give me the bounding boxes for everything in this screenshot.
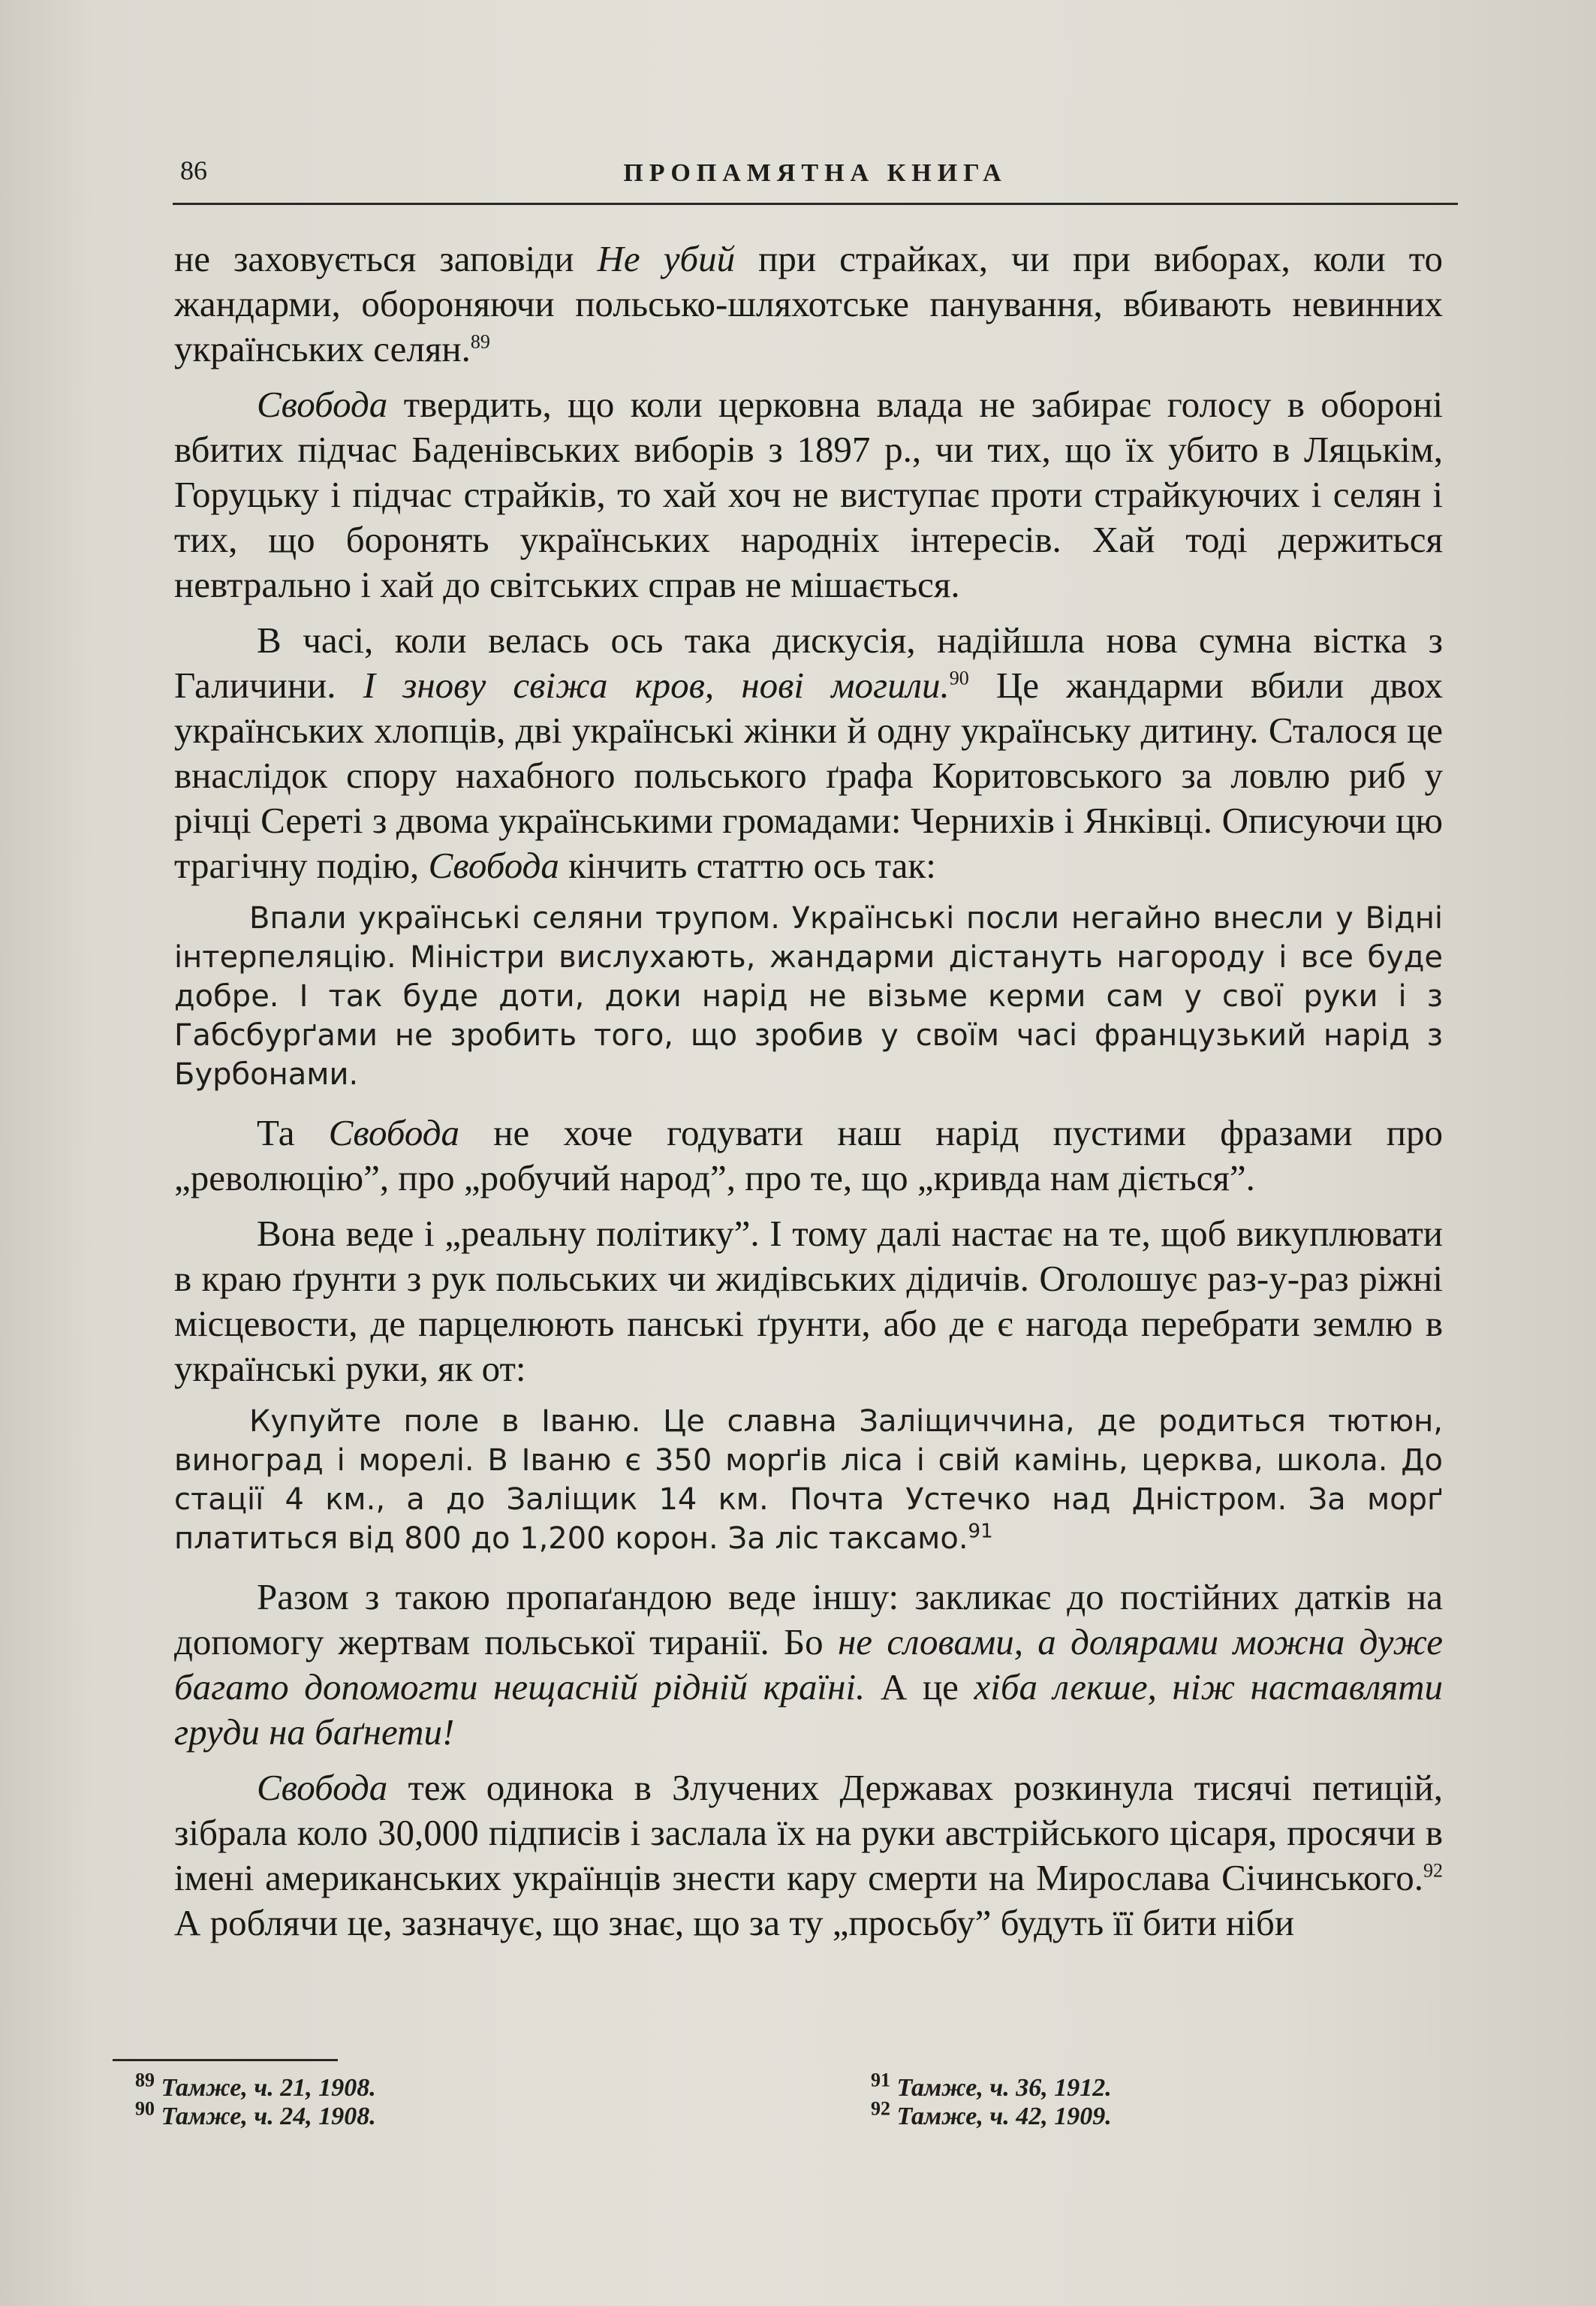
paragraph-7: Свобода теж одинока в Злучених Державах розкинула тисячі петицій, зібрала коло 30,000 підписів і заслала їх на руки австрійського цісаря, просячи в імені американських українців знести кару смерти на Мирослава Січинського.$^{92}$ А роблячи це, зазначує, що знає, що за ту „просьбу” будуть її бити ніби — [174, 1767, 1443, 1943]
footnote-91: $^{91}$ Тамже, ч. 36, 1912. — [871, 2069, 1112, 2102]
footnote-89: $^{89}$ Тамже, ч. 21, 1908. — [135, 2069, 376, 2102]
paragraph-1: не заховується заповіди Не убий при страйках, чи при виборах, коли то жандарми, обороняючи польсько-шляхотське панування, вбивають невинних українських селян.$^{89}$ — [174, 238, 1443, 369]
emphasis: не словами, а долярами можна дуже багато допомогти нещасній рідній країні. — [174, 1621, 1444, 1708]
footnote-ref: 92 — [1423, 1859, 1443, 1882]
running-title: ПРОПАМЯТНА КНИГА — [623, 159, 1007, 187]
emphasis: Свобода — [428, 845, 559, 886]
main-text — [174, 237, 1443, 1956]
emphasis: Свобода — [328, 1112, 460, 1153]
footnote-ref: 89 — [470, 330, 490, 353]
emphasis: І знову свіжа кров, нові могили. — [363, 665, 950, 706]
paragraph-3: В часі, коли велась ось така дискусія, надійшла нова сумна вістка з Галичини. І знову свіжа кров, нові могили.$^{90}$ Це жандарми вбили двох українських хлопців, дві українські жінки й одну українську дитину. Сталося це внаслідок спору нахабного польського ґрафа Коритовського за ловлю риб у річці Сереті з двома українськими громадами: Чернихів і Янківці. Описуючи цю трагічну подію, Свобода кінчить статтю ось так: — [174, 619, 1443, 886]
paragraph-5: Вона веде і „реальну політику”. І тому далі настає на те, щоб викуплювати в краю ґрунти з рук польських чи жидівських дідичів. Оголошує раз-у-раз ріжні місцевости, де парцелюють панські ґрунти, або де є нагода перебрати землю в українські руки, як от: — [174, 1213, 1443, 1389]
block-quote-2: Купуйте поле в Іваню. Це славна Заліщиччина, де родиться тютюн, виноград і морелі. В Іваню є 350 морґів ліса і свій камінь, церква, школа. До стації 4 км., а до Заліщик 14 км. Почта Устечко над Дністром. За морґ платиться від 800 до 1,200 корон. За ліс таксамо.$^{91}$ — [174, 1404, 1443, 1556]
footnote-divider — [113, 2059, 338, 2061]
paragraph-2: Свобода твердить, що коли церковна влада не забирає голосу в обороні вбитих підчас Баденівських виборів з 1897 р., чи тих, що їх убито в Ляцькім, Горуцьку і підчас страйків, то хай хоч не виступає проти страйкуючих і селян і тих, що боронять українських народніх інтересів. Хай тоді держиться невтрально і хай до світських справ не мішається. — [174, 384, 1443, 605]
paragraph-4: Та Свобода не хоче годувати наш нарід пустими фразами про „революцію”, про „робучий народ”, про те, що „кривда нам діється”. — [174, 1112, 1444, 1198]
emphasis: Свобода — [257, 384, 388, 425]
footnotes-left — [135, 2069, 661, 2131]
footnotes-right — [871, 2069, 1396, 2131]
page-number: 86 — [180, 155, 207, 185]
page-header — [173, 150, 1458, 205]
footnote-92: $^{92}$ Тамже, ч. 42, 1909. — [871, 2097, 1112, 2130]
emphasis: Свобода — [257, 1767, 388, 1808]
footnote-ref: 91 — [968, 1520, 993, 1543]
emphasis: хіба лекше, ніж наставляти груди на баґнети! — [174, 1666, 1444, 1753]
block-quote-1: Впали українські селяни трупом. Українські посли негайно внесли у Відні інтерпеляцію. Міністри вислухають, жандарми дістануть нагороду і все буде добре. І так буде доти, доки нарід не візьме керми сам у свої руки і з Габсбурґами не зробить того, що зробив у своїм часі французький нарід з Бурбонами. — [174, 901, 1443, 1092]
paragraph-6: Разом з такою пропаґандою веде іншу: закликає до постійних датків на допомогу жертвам польської тиранії. Бо не словами, а долярами можна дуже багато допомогти нещасній рідній країні. А це хіба лекше, ніж наставляти груди на баґнети! — [174, 1576, 1444, 1753]
emphasis: Не убий — [597, 238, 736, 279]
footnote-ref: 90 — [949, 667, 969, 689]
footnote-90: $^{90}$ Тамже, ч. 24, 1908. — [135, 2097, 376, 2130]
